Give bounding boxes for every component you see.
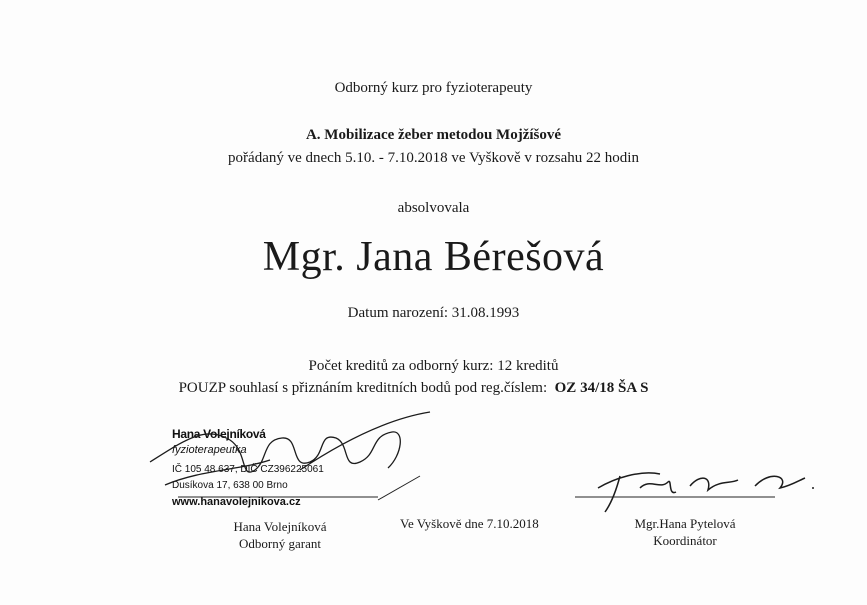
coordinator-name: Mgr.Hana Pytelová bbox=[634, 516, 736, 531]
guarantor-block bbox=[215, 518, 345, 552]
participant-name: Mgr. Jana Bérešová bbox=[262, 234, 605, 280]
birth-date: Datum narození: 31.08.1993 bbox=[347, 305, 520, 321]
stamp-role: fyzioterapeutka bbox=[172, 444, 247, 456]
coordinator-role: Koordinátor bbox=[653, 533, 717, 548]
coordinator-signature-icon bbox=[598, 473, 814, 512]
approval-line bbox=[0, 380, 847, 397]
registration-number: OZ 34/18 ŠA S bbox=[554, 380, 649, 396]
guarantor-name: Hana Volejníková bbox=[233, 519, 327, 534]
stamp-ids: IČ 105 48 637, DIČ CZ396225061 bbox=[172, 464, 324, 475]
stamp-address: Dusíkova 17, 638 00 Brno bbox=[172, 480, 288, 491]
stamp bbox=[172, 426, 372, 510]
credits-line: Počet kreditů za odborný kurz: 12 kreditů bbox=[308, 358, 559, 374]
course-type: Odborný kurz pro fyzioterapeuty bbox=[334, 80, 533, 96]
place-date: Ve Vyškově dne 7.10.2018 bbox=[400, 516, 539, 531]
signature-stroke-icon bbox=[378, 476, 420, 500]
stamp-name: Hana Volejníková bbox=[172, 427, 266, 441]
course-title: A. Mobilizace žeber metodou Mojžíšové bbox=[305, 127, 562, 143]
place-date-block bbox=[400, 515, 539, 532]
approval-prefix: POUZP souhlasí s přiznáním kreditních bodů pod reg.číslem: bbox=[178, 380, 548, 396]
coordinator-block bbox=[610, 515, 760, 549]
course-organized-line: pořádaný ve dnech 5.10. - 7.10.2018 ve Vyškově v rozsahu 22 hodin bbox=[228, 150, 639, 166]
stamp-website: www.hanavolejnikova.cz bbox=[172, 496, 301, 508]
guarantor-role: Odborný garant bbox=[239, 536, 321, 551]
completed-label: absolvovala bbox=[397, 200, 470, 216]
